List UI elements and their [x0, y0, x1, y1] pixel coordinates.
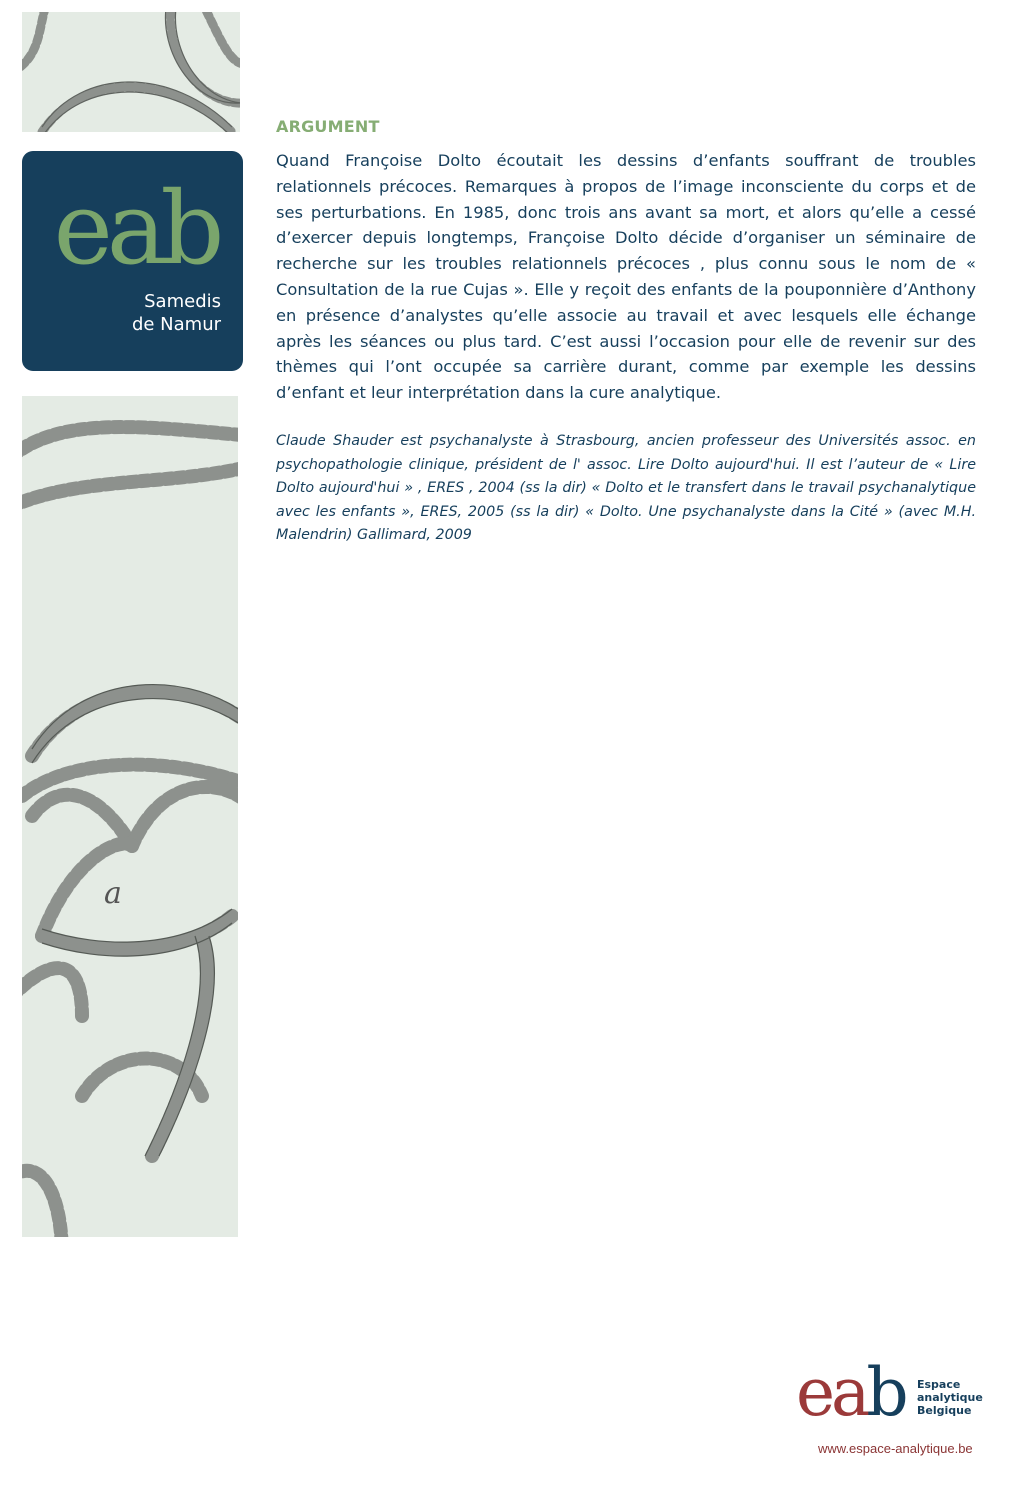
rope-drawing-bottom — [22, 396, 238, 1237]
rope-illustration-top — [22, 12, 240, 132]
footer-eab-letters — [796, 1354, 905, 1431]
footer-org-line2: analytique — [917, 1391, 983, 1404]
website-url: www.espace-analytique.be — [818, 1441, 973, 1456]
logo-subtitle — [132, 290, 221, 336]
samedis-de-namur-logo — [22, 151, 243, 371]
section-heading: ARGUMENT — [276, 117, 380, 136]
logo-eab-letters: eab — [53, 170, 219, 287]
argument-paragraph: Quand Françoise Dolto écoutait les dessins d’enfants souffrant de troubles relationnels précoces. Remarques à propos de l’image inconsciente du corps et de ses perturbations. En 1985, donc trois ans avant sa mort, et alors qu’elle a cessé d’exercer depuis longtemps, Françoise Dolto décide d’organiser un séminaire de recherche sur les troubles relationnels précoces , plus connu sous le nom de « Consultation de la rue Cujas ». Elle y reçoit des enfants de la pouponnière d’Anthony en présence d’analystes qu’elle associe au travail et avec lesquels elle échange après les séances ou plus tard. C’est aussi l’occasion pour elle de revenir sur des thèmes qui l’ont occupée sa carrière durant, comme par exemple les dessins d’enfant et leur interprétation dans la cure analytique. — [276, 151, 976, 403]
footer-brand-b: b — [866, 1354, 905, 1431]
rope-illustration-bottom — [22, 396, 238, 1237]
footer-brand-ea: ea — [796, 1354, 867, 1431]
logo-subtitle-line1: Samedis — [144, 291, 221, 312]
logo-subtitle-line2: de Namur — [131, 314, 221, 335]
espace-analytique-logo — [796, 1354, 996, 1431]
main-content — [276, 117, 976, 548]
rope-letter-a: a — [104, 876, 122, 911]
footer-org-name — [917, 1378, 983, 1417]
footer-org-line3: Belgique — [917, 1404, 972, 1417]
author-bio: Claude Shauder est psychanalyste à Strasbourg, ancien professeur des Universités assoc. en psychopathologie clinique, président de l' assoc. Lire Dolto aujourd'hui. Il est l’auteur de « Lire Dolto aujourd'hui » , ERES , 2004 (ss la dir) « Dolto et le transfert dans le travail psychanalytique avec les enfants », ERES, 2005 (ss la dir) « Dolto. Une psychanalyste dans la Cité » (avec M.H. Malendrin) Gallimard, 2009 — [276, 432, 976, 544]
rope-drawing-top — [22, 12, 240, 132]
footer-org-line1: Espace — [917, 1378, 961, 1391]
